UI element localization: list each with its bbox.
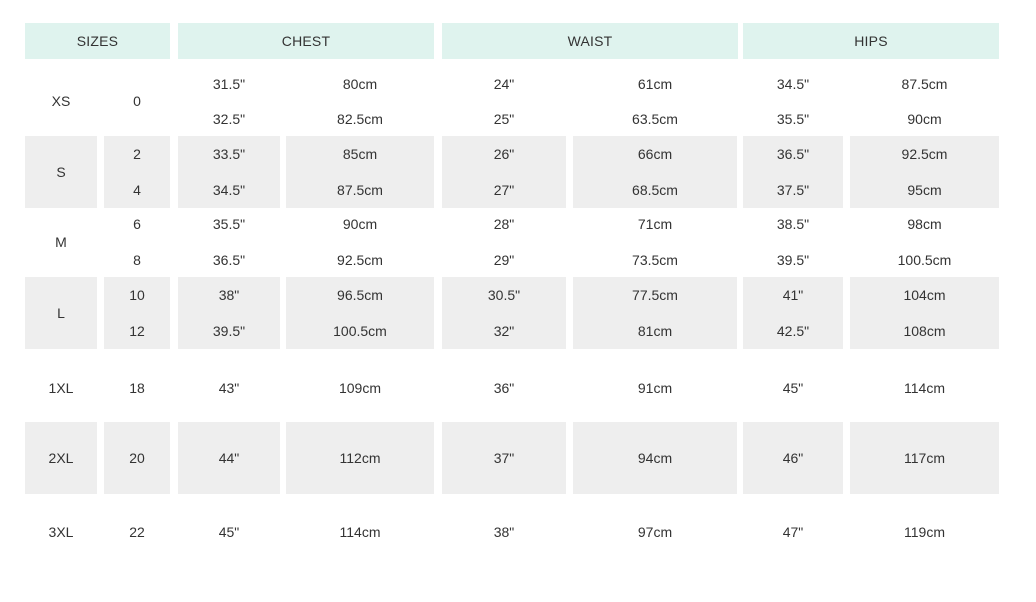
cell-value: 35.5" <box>212 216 246 232</box>
cell-value: 28" <box>493 216 515 232</box>
cell-value: 20 <box>129 450 145 466</box>
cell-value: 98cm <box>907 216 942 232</box>
cell-value: 73.5cm <box>632 252 678 268</box>
cell-waist-in <box>442 277 566 349</box>
cell-value: 119cm <box>904 524 945 540</box>
cell-waist-cm <box>573 66 737 136</box>
cell-value: 81cm <box>637 323 673 339</box>
cell-value: 104cm <box>903 287 946 303</box>
cell-value: 97cm <box>637 524 673 540</box>
cell-value: 87.5cm <box>901 75 948 92</box>
cell-value: 25" <box>493 110 515 127</box>
cell-waist-cm <box>573 422 737 494</box>
cell-hips-in <box>743 206 843 278</box>
cell-value: 112cm <box>339 450 381 466</box>
cell-value: 34.5" <box>776 75 810 92</box>
cell-chest-in <box>178 277 280 349</box>
cell-value: 80cm <box>342 75 378 92</box>
cell-nums <box>104 496 170 568</box>
cell-value: 6 <box>133 216 141 232</box>
cell-value: 35.5" <box>776 110 810 127</box>
cell-value: 68.5cm <box>632 182 678 198</box>
cell-chest-in <box>178 206 280 278</box>
cell-value: S <box>56 164 66 180</box>
cell-chest-cm <box>286 136 434 208</box>
cell-value: 39.5" <box>776 252 810 268</box>
cell-value: 37.5" <box>776 182 810 198</box>
cell-value: 41" <box>782 287 804 303</box>
cell-value: 38.5" <box>776 216 810 232</box>
cell-hips-cm <box>850 496 999 568</box>
cell-value: 117cm <box>904 450 945 466</box>
cell-waist-in <box>442 66 566 136</box>
cell-value: L <box>57 305 65 321</box>
cell-value: 45" <box>782 380 804 396</box>
cell-value: 85cm <box>342 146 378 162</box>
header-hips: HIPS <box>743 23 999 59</box>
cell-value: 31.5" <box>212 75 246 92</box>
cell-size <box>25 136 97 208</box>
cell-value: 43" <box>218 380 240 396</box>
cell-waist-in <box>442 422 566 494</box>
cell-waist-in <box>442 136 566 208</box>
cell-nums <box>104 66 170 136</box>
cell-value: XS <box>51 93 71 109</box>
cell-value: 47" <box>782 524 804 540</box>
cell-chest-cm <box>286 422 434 494</box>
cell-value: 4 <box>133 182 141 198</box>
cell-value: 94cm <box>637 450 673 466</box>
cell-value: 46" <box>782 450 804 466</box>
cell-chest-cm <box>286 352 434 424</box>
cell-hips-cm <box>850 206 999 278</box>
cell-size <box>25 496 97 568</box>
cell-value: 36.5" <box>776 146 810 162</box>
cell-waist-cm <box>573 277 737 349</box>
cell-hips-in <box>743 136 843 208</box>
cell-value: 66cm <box>637 146 673 162</box>
cell-value: 42.5" <box>776 323 810 339</box>
cell-value: 38" <box>493 524 515 540</box>
cell-value: 2XL <box>48 450 74 466</box>
cell-value: 32.5" <box>212 110 246 127</box>
cell-value: 71cm <box>637 216 673 232</box>
cell-hips-in <box>743 277 843 349</box>
cell-value: 87.5cm <box>337 182 383 198</box>
cell-value: 2 <box>133 146 141 162</box>
cell-value: 63.5cm <box>632 110 678 127</box>
cell-value: 24" <box>493 75 515 92</box>
cell-value: 0 <box>133 93 141 109</box>
cell-nums <box>104 277 170 349</box>
cell-value: 108cm <box>903 323 946 339</box>
cell-value: 34.5" <box>212 182 246 198</box>
cell-nums <box>104 422 170 494</box>
cell-size <box>25 277 97 349</box>
cell-hips-in <box>743 422 843 494</box>
cell-hips-cm <box>850 422 999 494</box>
cell-size <box>25 66 97 136</box>
cell-chest-in <box>178 352 280 424</box>
cell-value: 33.5" <box>212 146 246 162</box>
cell-waist-cm <box>573 496 737 568</box>
cell-value: 22 <box>129 524 145 540</box>
cell-value: 26" <box>493 146 515 162</box>
cell-waist-cm <box>573 352 737 424</box>
cell-hips-cm <box>850 277 999 349</box>
cell-hips-cm <box>850 136 999 208</box>
cell-value: 109cm <box>338 380 382 396</box>
cell-waist-in <box>442 496 566 568</box>
cell-value: 30.5" <box>487 287 521 303</box>
cell-value: 82.5cm <box>337 110 383 127</box>
cell-nums <box>104 352 170 424</box>
cell-waist-cm <box>573 206 737 278</box>
cell-value: 18 <box>129 380 145 396</box>
cell-hips-in <box>743 496 843 568</box>
cell-chest-in <box>178 66 280 136</box>
cell-chest-cm <box>286 66 434 136</box>
cell-chest-cm <box>286 496 434 568</box>
cell-value: 96.5cm <box>337 287 383 303</box>
cell-value: 44" <box>218 450 240 466</box>
cell-size <box>25 422 97 494</box>
cell-value: 100.5cm <box>897 252 952 268</box>
cell-value: 36" <box>493 380 515 396</box>
cell-value: 8 <box>133 252 141 268</box>
cell-nums <box>104 206 170 278</box>
cell-value: 77.5cm <box>632 287 678 303</box>
cell-waist-in <box>442 206 566 278</box>
cell-chest-cm <box>286 277 434 349</box>
cell-value: 114cm <box>904 380 945 396</box>
cell-waist-in <box>442 352 566 424</box>
cell-value: 32" <box>493 323 515 339</box>
cell-value: 92.5cm <box>901 146 948 162</box>
cell-size <box>25 352 97 424</box>
cell-value: 91cm <box>637 380 673 396</box>
cell-chest-cm <box>286 206 434 278</box>
cell-value: 114cm <box>339 524 381 540</box>
header-sizes: SIZES <box>25 23 170 59</box>
cell-value: 45" <box>218 524 240 540</box>
cell-chest-in <box>178 136 280 208</box>
cell-value: 39.5" <box>212 323 246 339</box>
cell-chest-in <box>178 422 280 494</box>
cell-value: 37" <box>493 450 515 466</box>
cell-value: 29" <box>493 252 515 268</box>
cell-value: 92.5cm <box>337 252 383 268</box>
cell-value: M <box>55 234 67 250</box>
cell-waist-cm <box>573 136 737 208</box>
cell-hips-in <box>743 352 843 424</box>
cell-value: 100.5cm <box>333 323 387 339</box>
cell-value: 61cm <box>637 75 673 92</box>
cell-value: 1XL <box>48 380 74 396</box>
cell-value: 3XL <box>48 524 74 540</box>
cell-value: 38" <box>218 287 240 303</box>
cell-value: 36.5" <box>212 252 246 268</box>
cell-value: 12 <box>129 323 145 339</box>
cell-size <box>25 206 97 278</box>
cell-value: 90cm <box>907 110 942 127</box>
cell-value: 27" <box>493 182 515 198</box>
cell-value: 95cm <box>907 182 942 198</box>
cell-hips-cm <box>850 66 999 136</box>
cell-hips-in <box>743 66 843 136</box>
cell-hips-cm <box>850 352 999 424</box>
header-chest: CHEST <box>178 23 434 59</box>
cell-value: 10 <box>129 287 145 303</box>
cell-nums <box>104 136 170 208</box>
cell-chest-in <box>178 496 280 568</box>
header-waist: WAIST <box>442 23 738 59</box>
cell-value: 90cm <box>342 216 378 232</box>
